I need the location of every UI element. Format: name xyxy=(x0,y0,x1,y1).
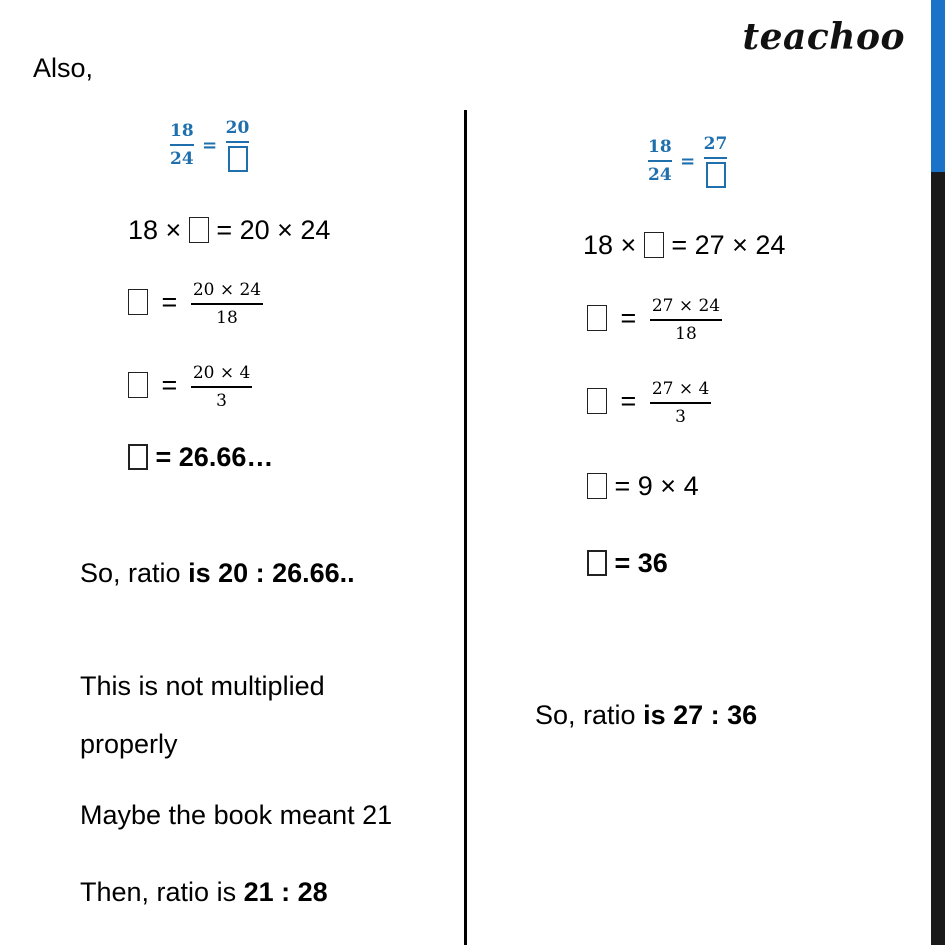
left-step2: = $\frac{20 \times 24}{18}$ xyxy=(128,280,263,328)
sidebar-accent xyxy=(931,0,945,172)
teachoo-logo: teachoo xyxy=(742,16,905,58)
note-line1: This is not multiplied xyxy=(80,671,325,701)
blank-box xyxy=(644,232,664,258)
right-sidebar xyxy=(931,0,945,945)
blank-box xyxy=(128,289,148,315)
blank-box xyxy=(189,217,209,243)
note-line3: Maybe the book meant 21 xyxy=(80,800,393,830)
right-ratio: So, ratio is 27 : 36 xyxy=(535,700,758,730)
right-result: = 36 xyxy=(587,547,668,579)
blank-box xyxy=(587,550,607,576)
left-step3: = $\frac{20 \times 4}{3}$ xyxy=(128,363,252,411)
blank-box xyxy=(228,146,248,172)
left-ratio: So, ratio is 20 : 26.66.. xyxy=(80,558,355,588)
intro-text: Also, xyxy=(33,53,94,83)
left-then-ratio: Then, ratio is 21 : 28 xyxy=(80,877,328,907)
fraction: $\frac{27 \times 24}{18}$ xyxy=(651,296,721,344)
fraction: $\frac{20 \times 24}{18}$ xyxy=(192,280,262,328)
blank-box xyxy=(706,162,726,188)
fraction: $\frac{27 \times 4}{3}$ xyxy=(651,379,710,427)
right-fraction-27-box: 27 xyxy=(704,134,728,188)
left-step1: 18 × = 20 × 24 xyxy=(128,215,331,245)
note-line2: properly xyxy=(80,729,178,759)
column-divider xyxy=(464,110,467,945)
right-step4: = 9 × 4 xyxy=(587,470,699,502)
right-step1: 18 × = 27 × 24 xyxy=(583,230,786,260)
right-step2: = $\frac{27 \times 24}{18}$ xyxy=(587,296,722,344)
left-result: = 26.66… xyxy=(128,441,273,473)
right-proportion: $\frac{18}{24}$ = 27 xyxy=(648,134,727,188)
blank-box xyxy=(587,473,607,499)
blank-box xyxy=(587,305,607,331)
left-fraction-18-24: $\frac{18}{24}$ xyxy=(170,121,194,169)
blank-box xyxy=(128,444,148,470)
right-step3: = $\frac{27 \times 4}{3}$ xyxy=(587,379,711,427)
right-fraction-18-24: $\frac{18}{24}$ xyxy=(648,137,672,185)
left-fraction-20-box: 20 xyxy=(226,118,250,172)
blank-box xyxy=(587,388,607,414)
blank-box xyxy=(128,372,148,398)
left-proportion: $\frac{18}{24}$ = 20 xyxy=(170,118,249,172)
fraction: $\frac{20 \times 4}{3}$ xyxy=(192,363,251,411)
